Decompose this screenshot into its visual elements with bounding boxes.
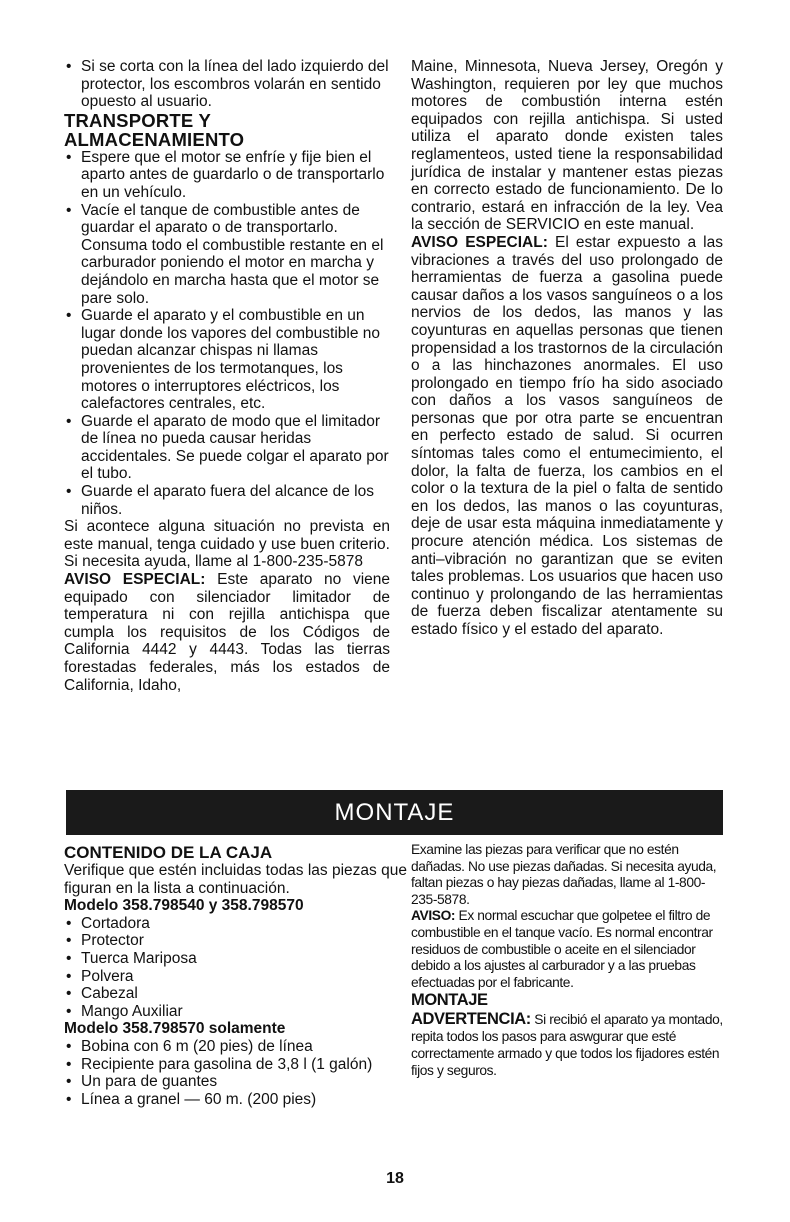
notice-paragraph: [411, 908, 723, 991]
bottom-right-column: [411, 842, 723, 1079]
list-item: • Cortadora: [64, 915, 409, 933]
spark-arrestor-paragraph: Maine, Minnesota, Nueva Jersey, Oregón y Washington, requieren por ley que muchos motores de combustión interna estén equipados con rejilla antichispa. Si usted utiliza el aparato donde existen tales reglamenteos, usted tiene la responsabilidad jurídica de instalar y mantener estas piezas en correcto estado de funcionamiento. De lo contrario, estará en infracción de la ley. Vea la sección de SERVICIO en este manual.: [411, 58, 723, 234]
model-only-parts-list: [64, 1038, 409, 1108]
special-notice-label: AVISO ESPECIAL:: [64, 571, 206, 589]
warning-label: ADVERTENCIA:: [411, 1010, 531, 1029]
list-item: • Polvera: [64, 968, 409, 986]
top-right-column: [411, 58, 723, 639]
banner-title: MONTAJE: [334, 798, 455, 826]
bottom-left-column: [64, 842, 409, 1108]
assembly-heading: MONTAJE: [411, 991, 488, 1010]
list-item: • Guarde el aparato fuera del alcance de los niños.: [64, 483, 390, 518]
special-notice-paragraph: [64, 571, 390, 694]
list-item: • Tuerca Mariposa: [64, 950, 409, 968]
special-notice-text: Este aparato no viene equipado con silenciador limitador de temperatura ni con rejilla antichispa que cumpla los requisitos de los Códigos de California 4442 y 4443. Todas las tierras forestadas federales, más los estados de California, Idaho,: [64, 571, 390, 694]
list-item: • Un para de guantes: [64, 1073, 409, 1091]
inspect-parts-paragraph: Examine las piezas para verificar que no estén dañadas. No use piezas dañadas. Si necesita ayuda, faltan piezas o hay piezas dañadas, llame al 1-800-235-5878.: [411, 842, 717, 907]
warning-paragraph: [411, 1010, 723, 1079]
list-item: • Vacíe el tanque de combustible antes de guardar el aparato o de transportarlo. Consuma todo el combustible restante en el carburador poniendo el motor en marcha y dejándolo en marcha hasta que el motor se pare solo.: [64, 202, 390, 308]
list-item: • Guarde el aparato de modo que el limitador de línea no pueda causar heridas accidentales. Se puede colgar el aparato por el tubo.: [64, 413, 390, 483]
notice-text: Ex normal escuchar que golpetee el filtro de combustible en el tanque vacío. Es normal encontrar residuos de combustible o aceite en el silenciador debido a los ajustes al carburador y a las pruebas efectuadas por el fabricante.: [411, 908, 713, 990]
section-banner: [66, 790, 723, 835]
vibration-notice-label: AVISO ESPECIAL:: [411, 233, 548, 251]
model-parts-list: [64, 915, 409, 1021]
warning-text: Si recibió el aparato ya montado, repita todos los pasos para aswgurar que esté correctamente armado y que todos los fijadores estén fijos y seguros.: [411, 1012, 723, 1078]
list-item: • Recipiente para gasolina de 3,8 l (1 galón): [64, 1056, 409, 1074]
vibration-notice-text: El estar expuesto a las vibraciones a través del uso prolongado de herramientas de fuerza a gasolina puede causar daños a los vasos sanguíneos o a los nervios de los dedos, las manos y las coyunturas en aquellas personas que tienen propensidad a los trastornos de la circulación o a las hinchazones anormales. El uso prolongado en tiempo frío ha sido asociado con daños a los vasos sanguíneos de personas que por otra parte se encuentran en perfecto estado de salud. Si ocurren síntomas tales como el entumecimiento, el dolor, la falta de fuerza, los cambios en el color o la textura de la piel o falta de sentido en los dedos, las manos o las coyunturas, deje de usar esta máquina inmediatamente y procure atención médica. Los sistemas de anti–vibración no garantizan que se eviten tales problemas. Los usuarios que hacen uso continuo y prolongando de las herramientas de fuerza deben fiscalizar atentamente su estado físico y el estado del aparato.: [411, 233, 723, 638]
list-item: • Mango Auxiliar: [64, 1003, 409, 1021]
storage-bullet-list: [64, 149, 390, 518]
help-paragraph: Si acontece alguna situación no prevista en este manual, tenga cuidado y use buen criterio. Si necesita ayuda, llame al 1-800-235-5878: [64, 518, 390, 571]
list-item: • Guarde el aparato y el combustible en un lugar donde los vapores del combustible no puedan alcanzar chispas ni llamas provenientes de los termotanques, los motores o interruptores eléctricos, los calefactores centrales, etc.: [64, 307, 390, 413]
list-item: • Cabezal: [64, 985, 409, 1003]
list-item: • Protector: [64, 932, 409, 950]
list-item: • Si se corta con la línea del lado izquierdo del protector, los escombros volarán en sentido opuesto al usuario.: [64, 58, 390, 111]
list-item: • Espere que el motor se enfríe y fije bien el aparto antes de guardarlo o de transportarlo en un vehículo.: [64, 149, 390, 202]
box-contents-intro: Verifique que estén incluidas todas las piezas que figuran en la lista a continuación.: [64, 862, 407, 897]
box-contents-heading: CONTENIDO DE LA CAJA: [64, 843, 273, 862]
list-item: • Bobina con 6 m (20 pies) de línea: [64, 1038, 409, 1056]
page-number: 18: [386, 1170, 404, 1187]
intro-bullet-list: [64, 58, 390, 111]
model-list-title: Modelo 358.798540 y 358.798570: [64, 897, 304, 915]
model-only-list-title: Modelo 358.798570 solamente: [64, 1020, 286, 1038]
vibration-notice-paragraph: [411, 234, 723, 639]
top-left-column: [64, 58, 390, 694]
list-item: • Línea a granel — 60 m. (200 pies): [64, 1091, 409, 1109]
notice-label: AVISO:: [411, 908, 456, 924]
section-heading-transport: TRANSPORTE Y ALMACENAMIENTO: [64, 109, 245, 150]
